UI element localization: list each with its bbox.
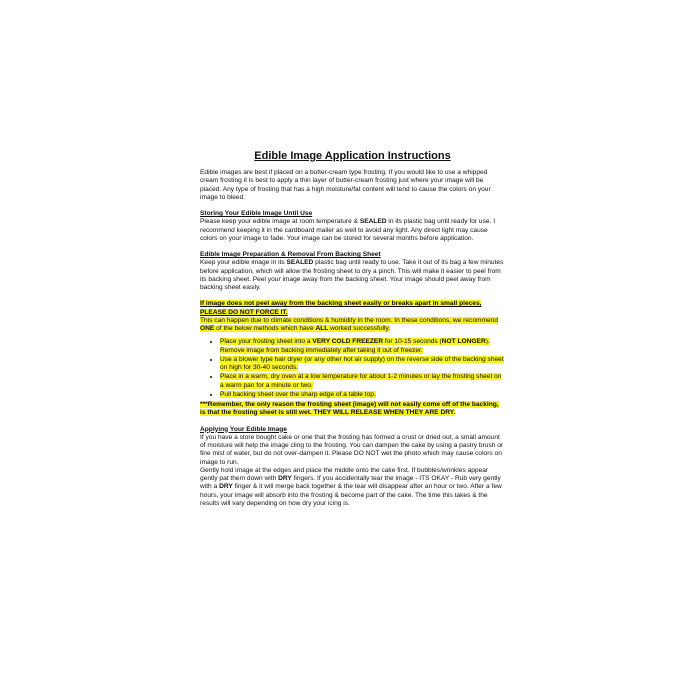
storing-paragraph <box>200 218 505 243</box>
document-body <box>200 150 505 508</box>
warning-paragraph <box>200 317 505 334</box>
list-item <box>220 356 505 373</box>
applying-section <box>200 426 505 509</box>
remember-text: ***Remember, the only reason the frosting sheet (image) will not easily come off of the backing, is that the frosting sheet is still wet. THEY WILL RELEASE WHEN THEY ARE DRY. <box>200 401 499 417</box>
intro-paragraph: Edible images are best if placed on a butter-cream type frosting. If you would like to use a whipped cream frosting it is best to apply a thin layer of butter-cream frosting just where your image will be placed. Any type of frosting that has a high moisture/fat content will tend to cause the colors on your image to bleed. <box>200 169 491 201</box>
warning-all: ALL <box>315 325 329 332</box>
method-1-not-longer: NOT LONGER <box>441 338 486 346</box>
list-item <box>220 391 505 399</box>
preparation-text-1: Keep your edible image in its <box>200 259 287 267</box>
warning-text-2: of the below methods which have <box>214 325 316 332</box>
warning-text-1: This can happen due to climate conditions & humidity in the room. In these conditions, we recommend <box>200 316 498 324</box>
warning-section <box>200 300 505 417</box>
applying-text-2c: fingers. If you accidentally tear the image - ITS OKAY - Rub very gently with a <box>200 475 501 491</box>
warning-text-3: worked successfully. <box>328 325 391 332</box>
applying-heading: Applying Your Edible Image <box>200 425 287 433</box>
method-1-very-cold: VERY COLD FREEZER <box>312 338 384 346</box>
list-item <box>220 338 505 355</box>
method-4-text: Pull backing sheet over the sharp edge of a table top. <box>220 390 376 398</box>
warning-heading-text: If image does not peel away from the backing sheet easily or breaks apart in small pieces, PLEASE DO NOT FORCE IT. <box>200 300 482 316</box>
method-1-text-a: Place your frosting sheet into a <box>220 338 313 346</box>
applying-text-2a: Gently hold image at the edges and place the middle onto the cake first. If bubbles/wrinkles appear gently pat them down with <box>200 466 489 482</box>
storing-text-2: in its plastic bag until ready for use. I recommend keeping it in the cardboard mailer as well to avoid any light. Any direct light may cause colors on your image to fade. Your image can be stored for several months before application. <box>200 218 496 242</box>
warning-heading <box>200 300 505 317</box>
applying-paragraph-2 <box>200 467 505 508</box>
warning-one: ONE <box>200 325 215 332</box>
preparation-text-2: plastic bag until ready to use. Take it out of its bag a few minutes before application, which will allow the frosting sheet to dry a pinch. This will make it easier to peel from its backing sheet. Peel your image away from the backing sheet. Your image should peel away from backing sheet easily. <box>200 259 504 291</box>
list-item <box>220 373 505 390</box>
applying-paragraph-1: If you have a store bought cake or one that the frosting has formed a crust or dried out, a small amount of moisture will help the image cling to the frosting. You can dampen the cake by using a pastry brush or fine mist of water, but do not over-dampen it. Please DO NOT wet the photo which may cause colors on image to run. <box>200 433 504 466</box>
applying-text-2e: finger & it will merge back together & the tear will disappear after an hour or two. After a few hours, your image will absorb into the frosting & become part of the cake. The time this takes & the results will vary depending on how dry your icing is. <box>200 483 502 507</box>
preparation-sealed: SEALED <box>286 259 314 267</box>
remember-note <box>200 401 505 418</box>
storing-sealed: SEALED <box>359 218 387 226</box>
preparation-heading: Edible Image Preparation & Removal From Backing Sheet <box>200 251 381 258</box>
method-2-text: Use a blower type hair dryer (or any other hot air supply) on the reverse side of the backing sheet on high for 30-40 seconds. <box>220 355 504 371</box>
storing-text-1: Please keep your edible image at room temperature & <box>200 218 360 226</box>
applying-dry-2: DRY <box>219 483 233 491</box>
preparation-section <box>200 251 505 292</box>
storing-section <box>200 210 505 243</box>
applying-dry-1: DRY <box>278 475 292 482</box>
storing-heading: Storing Your Edible Image Until Use <box>200 210 313 217</box>
page-title: Edible Image Application Instructions <box>254 150 451 162</box>
preparation-paragraph <box>200 259 505 292</box>
method-1-text-e: ). Remove image from backing immediately after taking it out of freezer. <box>220 338 490 354</box>
methods-list <box>200 338 505 399</box>
method-1-text-c: for 10-15 seconds ( <box>383 338 442 346</box>
method-3-text: Place in a warm, dry oven at a low temperature for about 1-2 minutes or lay the frosting sheet on a warm pan for a minute or two. <box>220 373 502 389</box>
